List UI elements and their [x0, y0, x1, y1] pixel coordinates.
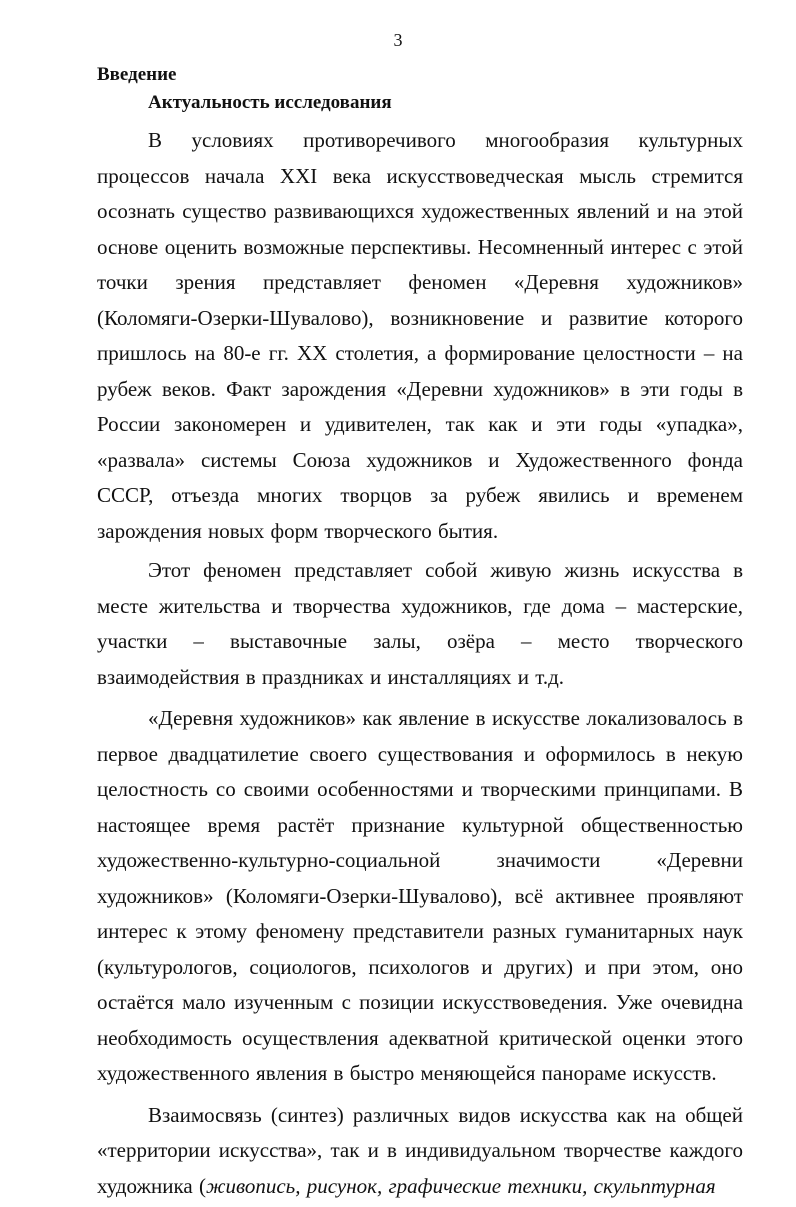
- paragraph-recognition: «Деревня художников» как явление в искусстве локализовалось в первое двадцатилетие своего существования и оформилось в некую целостность со своими особенностями и творческими принципами. В настоящее время растёт признание культурной общественностью художественно-культурно-социальной значимости «Деревни художников» (Коломяги-Озерки-Шувалово), всё активнее проявляют интерес к этому феномену представители разных гуманитарных наук (культурологов, социологов, психологов и других) и при этом, оно остаётся мало изученным с позиции искусствоведения. Уже очевидна необходимость осуществления адекватной критической оценки этого художественного явления в быстро меняющейся панораме искусств.: [97, 706, 743, 1085]
- paragraph-phenomenon: Этот феномен представляет собой живую жизнь искусства в месте жительства и творчества художников, где дома – мастерские, участки – выставочные залы, озёра – место творческого взаимодействия в праздниках и инсталляциях и т.д.: [97, 558, 743, 689]
- page-number: 3: [393, 30, 403, 50]
- subsection-title: Актуальность исследования: [148, 92, 392, 113]
- paragraph-synthesis: [97, 1098, 743, 1205]
- paragraph-synthesis-text: Взаимосвязь (синтез) различных видов искусства как на общей «территории искусства», так и в индивидуальном творчестве каждого художника (: [97, 1102, 743, 1198]
- section-title: Введение: [97, 64, 177, 85]
- page-content: [97, 61, 743, 1204]
- paragraph-relevance: В условиях противоречивого многообразия культурных процессов начала XXI века искусствоведческая мысль стремится осознать существо развивающихся художественных явлений и на этой основе оценить возможные перспективы. Несомненный интерес с этой точки зрения представляет феномен «Деревня художников» (Коломяги-Озерки-Шувалово), возникновение и развитие которого пришлось на 80-е гг. XX столетия, а формирование целостности – на рубеж веков. Факт зарождения «Деревни художников» в эти годы в России закономерен и удивителен, так как и эти годы «упадка», «развала» системы Союза художников и Художественного фонда СССР, отъезда многих творцов за рубеж явились и временем зарождения новых форм творческого бытия.: [97, 128, 743, 543]
- paragraph-synthesis-italic: живопись, рисунок, графические техники, скульптурная: [205, 1173, 716, 1198]
